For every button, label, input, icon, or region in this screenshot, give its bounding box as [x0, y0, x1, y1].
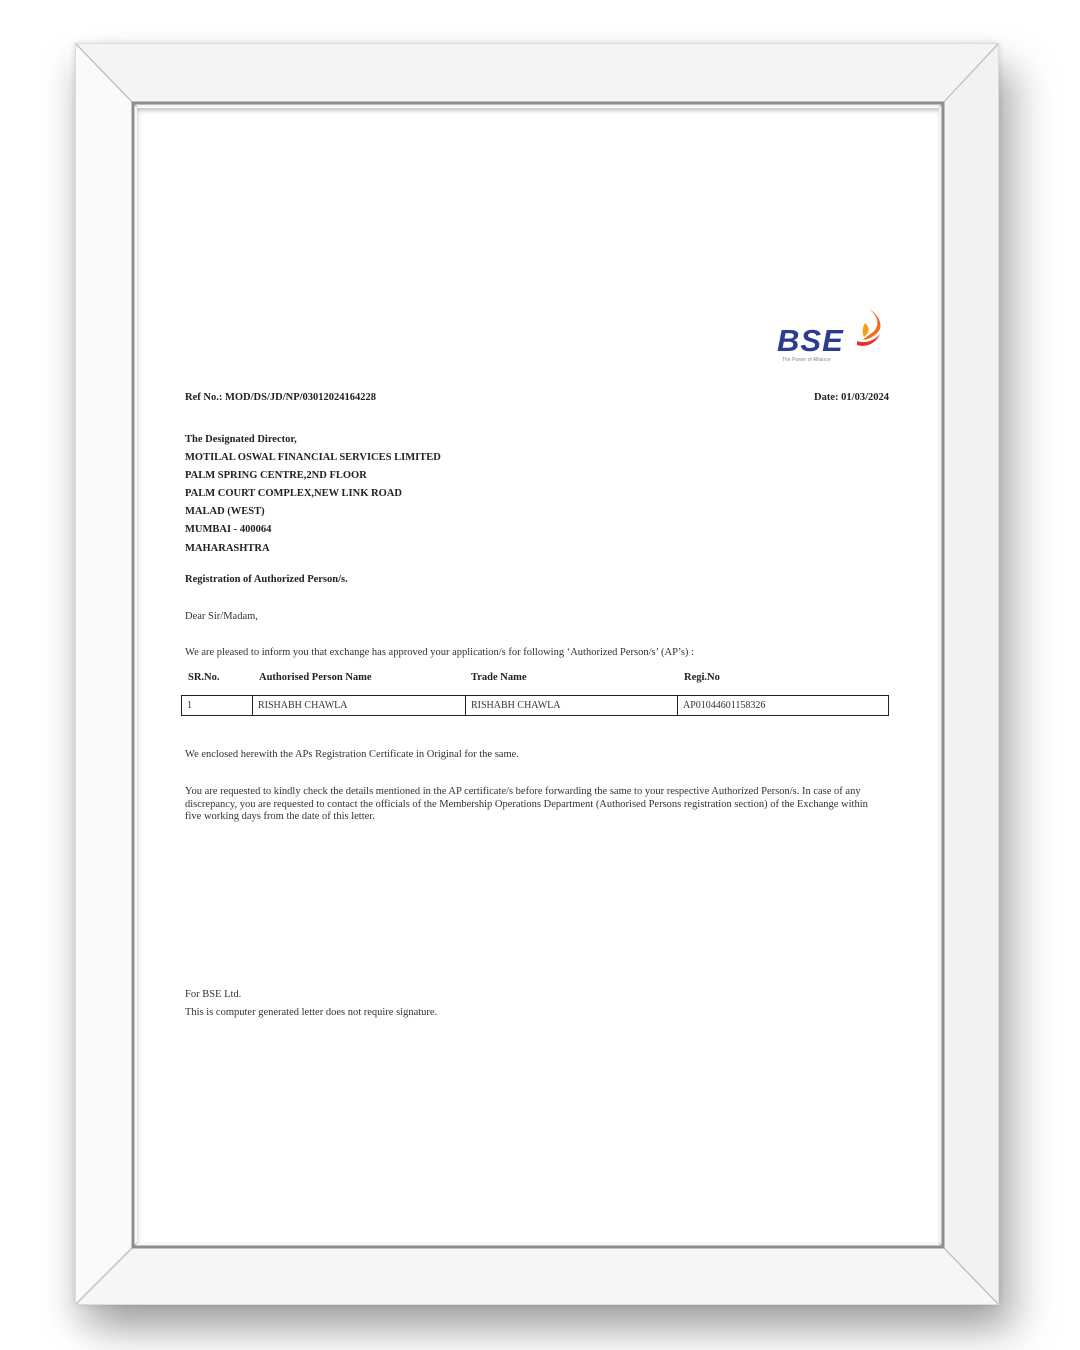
sign-off: For BSE Ltd.: [185, 989, 242, 1000]
request-paragraph: You are requested to kindly check the details mentioned in the AP certificate/s before forwarding the same to your respective Authorized Person/s. In case of any discrepancy, you are requested to contact the officials of the Membership Operations Department (Authorised Persons registration section) of the Exchange within five working days from the date of this letter.: [185, 786, 868, 822]
letter-page: [137, 108, 939, 1243]
address-line: MOTILAL OSWAL FINANCIAL SERVICES LIMITED: [185, 452, 441, 464]
bse-logo-tagline: The Power of Alliance: [782, 357, 831, 363]
frame-right-bevel: [939, 43, 999, 1305]
frame-top-bevel: [75, 43, 999, 107]
salutation: Dear Sir/Madam,: [185, 611, 258, 622]
frame-left-bevel: [75, 43, 137, 1305]
table-cell-sr: 1: [187, 700, 192, 711]
frame-bottom-bevel: [75, 1243, 999, 1305]
table-cell-regi-no: AP01044601158326: [677, 696, 887, 715]
bse-logo-text: BSE: [777, 323, 844, 358]
table-header-regi-no: Regi.No: [684, 672, 720, 683]
address-line: MAHARASHTRA: [185, 542, 270, 554]
table-row: [181, 695, 889, 716]
enclosed-paragraph: We enclosed herewith the APs Registration Certificate in Original for the same.: [185, 749, 519, 760]
ap-table-header: [185, 672, 893, 690]
address-line: PALM SPRING CENTRE,2ND FLOOR: [185, 470, 367, 482]
reference-number: Ref No.: MOD/DS/JD/NP/03012024164228: [185, 392, 377, 403]
letter-subject: Registration of Authorized Person/s.: [185, 574, 348, 585]
address-line: PALM COURT COMPLEX,NEW LINK ROAD: [185, 488, 402, 500]
address-line: MUMBAI - 400064: [185, 524, 272, 536]
signature-note: This is computer generated letter does not require signature.: [185, 1007, 438, 1018]
table-header-trade-name: Trade Name: [471, 672, 527, 683]
address-line: The Designated Director,: [185, 434, 297, 445]
table-header-sr: SR.No.: [188, 672, 220, 683]
table-header-person-name: Authorised Person Name: [259, 672, 372, 683]
letter-date: Date: 01/03/2024: [814, 392, 889, 403]
recipient-address: [185, 431, 441, 558]
table-cell-trade-name: RISHABH CHAWLA: [465, 696, 677, 715]
bse-logo: [777, 303, 889, 365]
address-line: MALAD (WEST): [185, 506, 265, 518]
table-cell-person-name: RISHABH CHAWLA: [252, 696, 465, 715]
intro-paragraph: We are pleased to inform you that exchange has approved your application/s for following ‘Authorized Person/s’ (AP’s) :: [185, 647, 694, 658]
